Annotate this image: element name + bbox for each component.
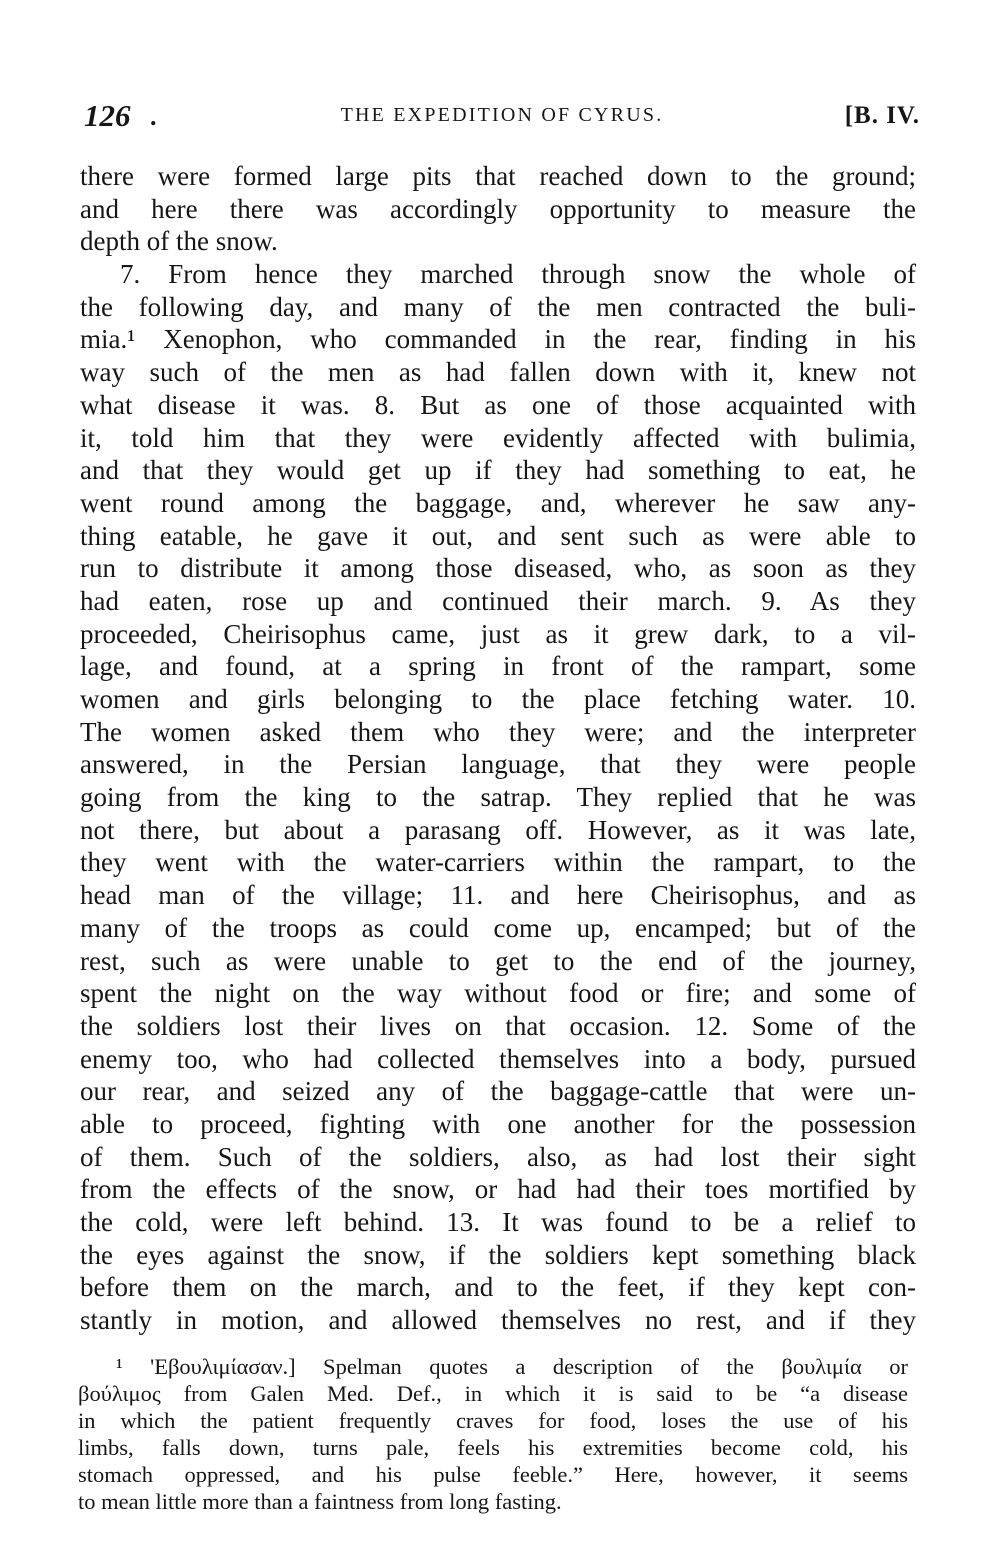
text-line: before them on the march, and to the feet, if they kept con- — [80, 1272, 916, 1303]
text-line: able to proceed, fighting with one another for the possession — [80, 1108, 916, 1139]
footnote-line: βούλιμος from Galen Med. Def., in which it is said to be “a disease — [78, 1381, 908, 1406]
text-line: The women asked them who they were; and the interpreter — [80, 716, 916, 747]
text-line: women and girls belonging to the place fetching water. 10. — [80, 684, 916, 714]
text-line: went round among the baggage, and, wherever he saw any- — [80, 487, 916, 518]
text-line: had eaten, rose up and continued their march. 9. As they — [80, 585, 916, 616]
text-line: proceeded, Cheirisophus came, just as it grew dark, to a vil- — [80, 618, 916, 649]
footnote-line: stomach oppressed, and his pulse feeble.” Here, however, it seems — [78, 1462, 908, 1487]
text-line: they went with the water-carriers within the rampart, to the — [80, 847, 916, 878]
footnotes — [78, 1353, 908, 1515]
text-line: lage, and found, at a spring in front of the rampart, some — [80, 651, 916, 682]
text-line: thing eatable, he gave it out, and sent such as were able to — [80, 520, 916, 551]
text-line: of them. Such of the soldiers, also, as had lost their sight — [80, 1141, 916, 1172]
text-line: spent the night on the way without food or fire; and some of — [80, 978, 916, 1009]
text-line: not there, but about a parasang off. However, as it was late, — [80, 814, 916, 845]
text-line: head man of the village; 11. and here Cheirisophus, and as — [80, 880, 916, 911]
running-header — [84, 98, 920, 138]
text-line: the soldiers lost their lives on that occasion. 12. Some of the — [80, 1010, 916, 1041]
text-line: the following day, and many of the men contracted the buli- — [80, 291, 916, 322]
text-line: going from the king to the satrap. They replied that he was — [80, 782, 916, 813]
text-line: what disease it was. 8. But as one of those acquainted with — [80, 389, 916, 420]
text-line: our rear, and seized any of the baggage-cattle that were un- — [80, 1076, 916, 1107]
text-line: stantly in motion, and allowed themselves no rest, and if they — [80, 1305, 916, 1336]
text-line: way such of the men as had fallen down with it, knew not — [80, 357, 916, 388]
header-dot: . — [150, 102, 157, 131]
book-reference: [B. IV. — [844, 102, 920, 129]
running-title: THE EXPEDITION OF CYRUS. — [340, 104, 664, 126]
text-line: depth of the snow. — [80, 226, 278, 257]
text-line: many of the troops as could come up, encamped; but of the — [80, 912, 916, 943]
footnote-line: limbs, falls down, turns pale, feels his extremities become cold, his — [78, 1435, 908, 1460]
footnote-line: ¹ 'Εβουλιμίασαν.] Spelman quotes a description of the βουλιμία or — [116, 1354, 908, 1379]
footnote-line: in which the patient frequently craves for food, loses the use of his — [78, 1408, 908, 1433]
text-line: 7. From hence they marched through snow the whole of — [120, 259, 916, 290]
text-line: there were formed large pits that reached down to the ground; — [80, 161, 916, 191]
text-line: and here there was accordingly opportunity to measure the — [80, 193, 916, 224]
text-line: it, told him that they were evidently affected with bulimia, — [80, 422, 916, 453]
text-line: the eyes against the snow, if the soldiers kept something black — [80, 1239, 916, 1270]
main-text — [80, 160, 916, 1337]
text-line: answered, in the Persian language, that they were people — [80, 749, 916, 780]
page-number: 126 — [84, 98, 131, 133]
text-line: the cold, were left behind. 13. It was found to be a relief to — [80, 1207, 916, 1237]
text-line: from the effects of the snow, or had had their toes mortified by — [80, 1174, 916, 1205]
footnote-line: to mean little more than a faintness from long fasting. — [78, 1489, 562, 1514]
text-line: enemy too, who had collected themselves into a body, pursued — [80, 1043, 916, 1074]
text-line: run to distribute it among those diseased, who, as soon as they — [80, 553, 916, 584]
text-line: mia.¹ Xenophon, who commanded in the rear, finding in his — [80, 324, 916, 355]
text-line: rest, such as were unable to get to the end of the journey, — [80, 945, 916, 976]
text-line: and that they would get up if they had something to eat, he — [80, 455, 916, 486]
